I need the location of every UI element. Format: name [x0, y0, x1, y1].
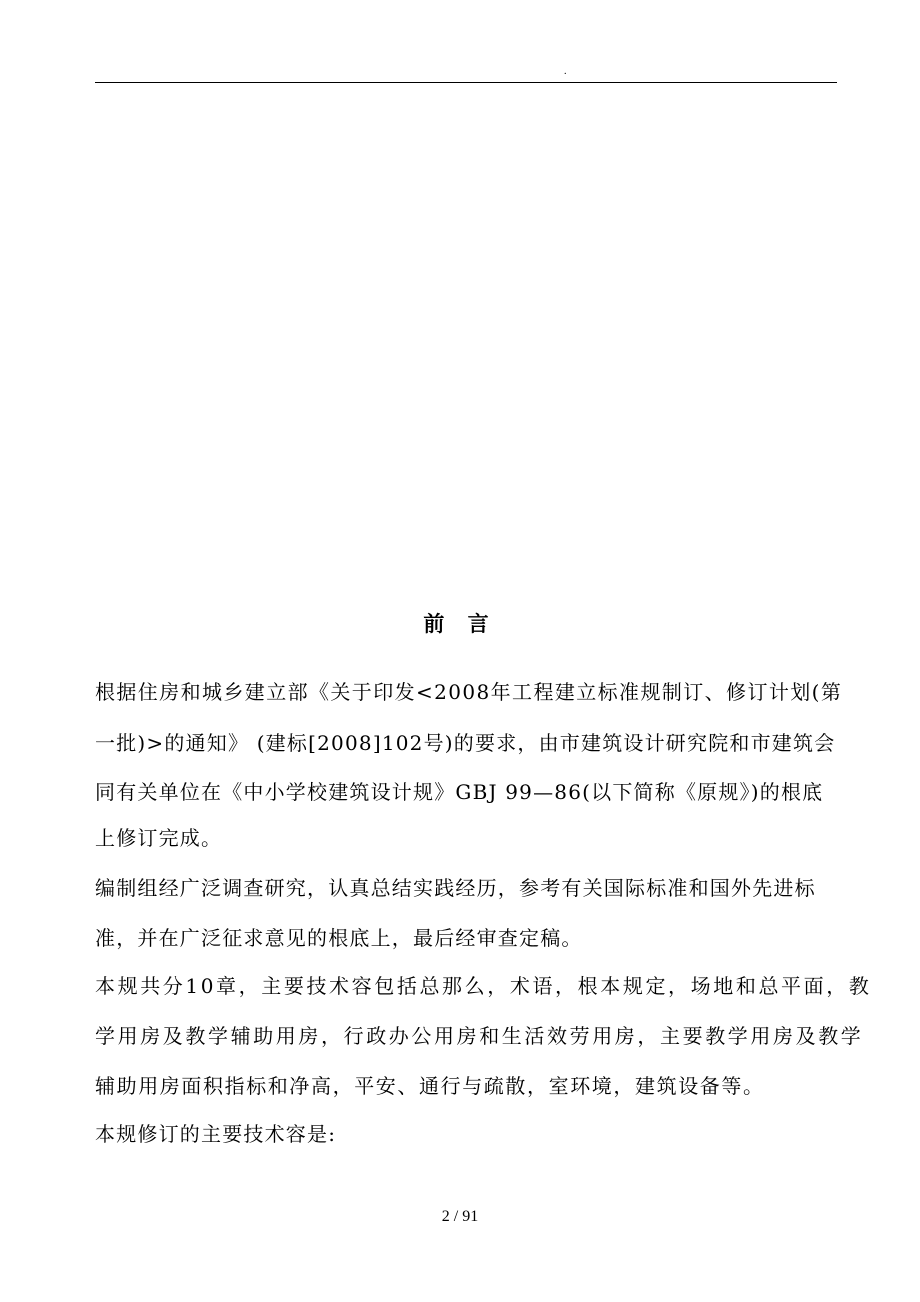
- body-line: 一批)>的通知》 (建标[2008]102号)的要求，由市建筑设计研究院和市建筑会: [95, 731, 836, 755]
- body-line: 学用房及教学辅助用房，行政办公用房和生活效劳用房，主要教学用房及教学: [95, 1024, 864, 1048]
- section-title: 前 言: [423, 612, 497, 636]
- page-number: 2 / 91: [441, 1208, 479, 1225]
- body-line: 本规共分10章，主要技术容包括总那么，术语，根本规定，场地和总平面，教: [95, 974, 872, 998]
- body-line: 辅助用房面积指标和净高，平安、通行与疏散，室环境，建筑设备等。: [95, 1074, 765, 1098]
- body-line: 准，并在广泛征求意见的根底上，最后经审查定稿。: [95, 926, 583, 950]
- body-line: 根据住房和城乡建立部《关于印发<2008年工程建立标准规制订、修订计划(第: [95, 680, 843, 704]
- body-line: 编制组经广泛调查研究，认真总结实践经历，参考有关国际标准和国外先进标: [95, 876, 816, 900]
- header-rule: [95, 82, 837, 83]
- body-line: 本规修订的主要技术容是:: [95, 1122, 337, 1146]
- header-mark: .: [564, 66, 567, 77]
- body-line: 上修订完成。: [95, 826, 223, 850]
- body-line: 同有关单位在《中小学校建筑设计规》GBJ 99—86(以下简称《原规》)的根底: [95, 780, 824, 804]
